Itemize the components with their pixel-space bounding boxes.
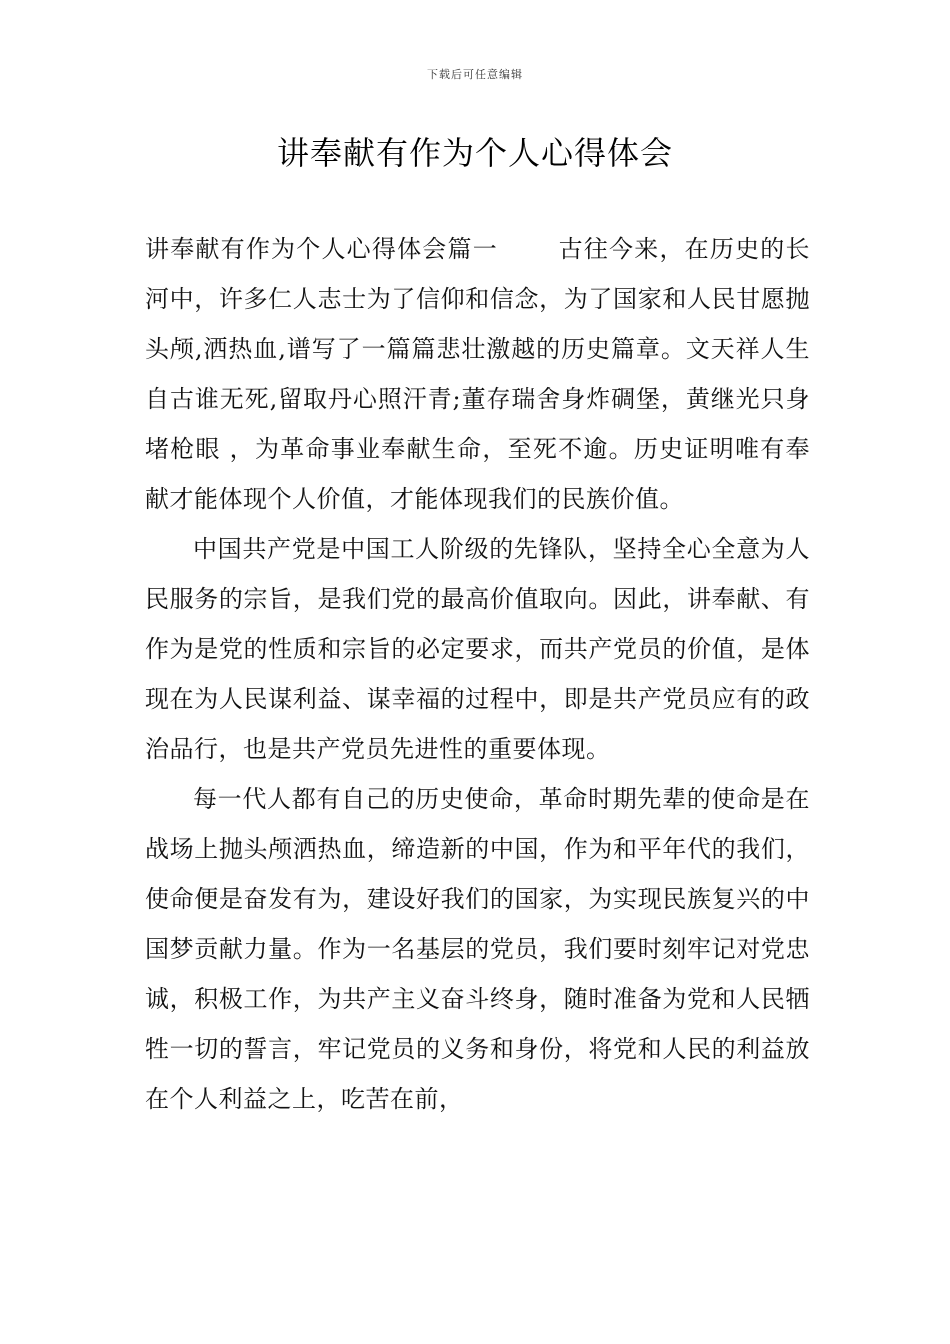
paragraph-1-text: 古往今来，在历史的长河中，许多仁人志士为了信仰和信念，为了国家和人民甘愿抛头颅,洒热血,谱写了一篇篇悲壮激越的历史篇章。文天祥人生自古谁无死,留取丹心照汗青;董存瑞舍身炸碉堡，黄继光只身堵枪眼 ，为革命事业奉献生命，至死不逾。历史证明唯有奉献才能体现个人价值，才能体现我们的民族价值。 — [145, 235, 811, 513]
paragraph-2: 中国共产党是中国工人阶级的先锋队，坚持全心全意为人民服务的宗旨，是我们党的最高价值取向。因此，讲奉献、有作为是党的性质和宗旨的必定要求，而共产党员的价值，是体现在为人民谋利益、谋幸福的过程中，即是共产党员应有的政治品行，也是共产党员先进性的重要体现。 — [145, 535, 810, 763]
header-note: 下载后可任意编辑 — [427, 68, 523, 81]
paragraph-1 — [145, 224, 810, 524]
document-body — [145, 224, 810, 1124]
paragraph-3: 每一代人都有自己的历史使命，革命时期先辈的使命是在战场上抛头颅洒热血，缔造新的中国，作为和平年代的我们，使命便是奋发有为，建设好我们的国家，为实现民族复兴的中国梦贡献力量。作为一名基层的党员，我们要时刻牢记对党忠诚，积极工作，为共产主义奋斗终身，随时准备为党和人民牺牲一切的誓言，牢记党员的义务和身份，将党和人民的利益放在个人利益之上，吃苦在前， — [145, 785, 810, 1113]
intro-heading: 讲奉献有作为个人心得体会篇一 — [145, 235, 498, 263]
document-title: 讲奉献有作为个人心得体会 — [276, 134, 673, 172]
